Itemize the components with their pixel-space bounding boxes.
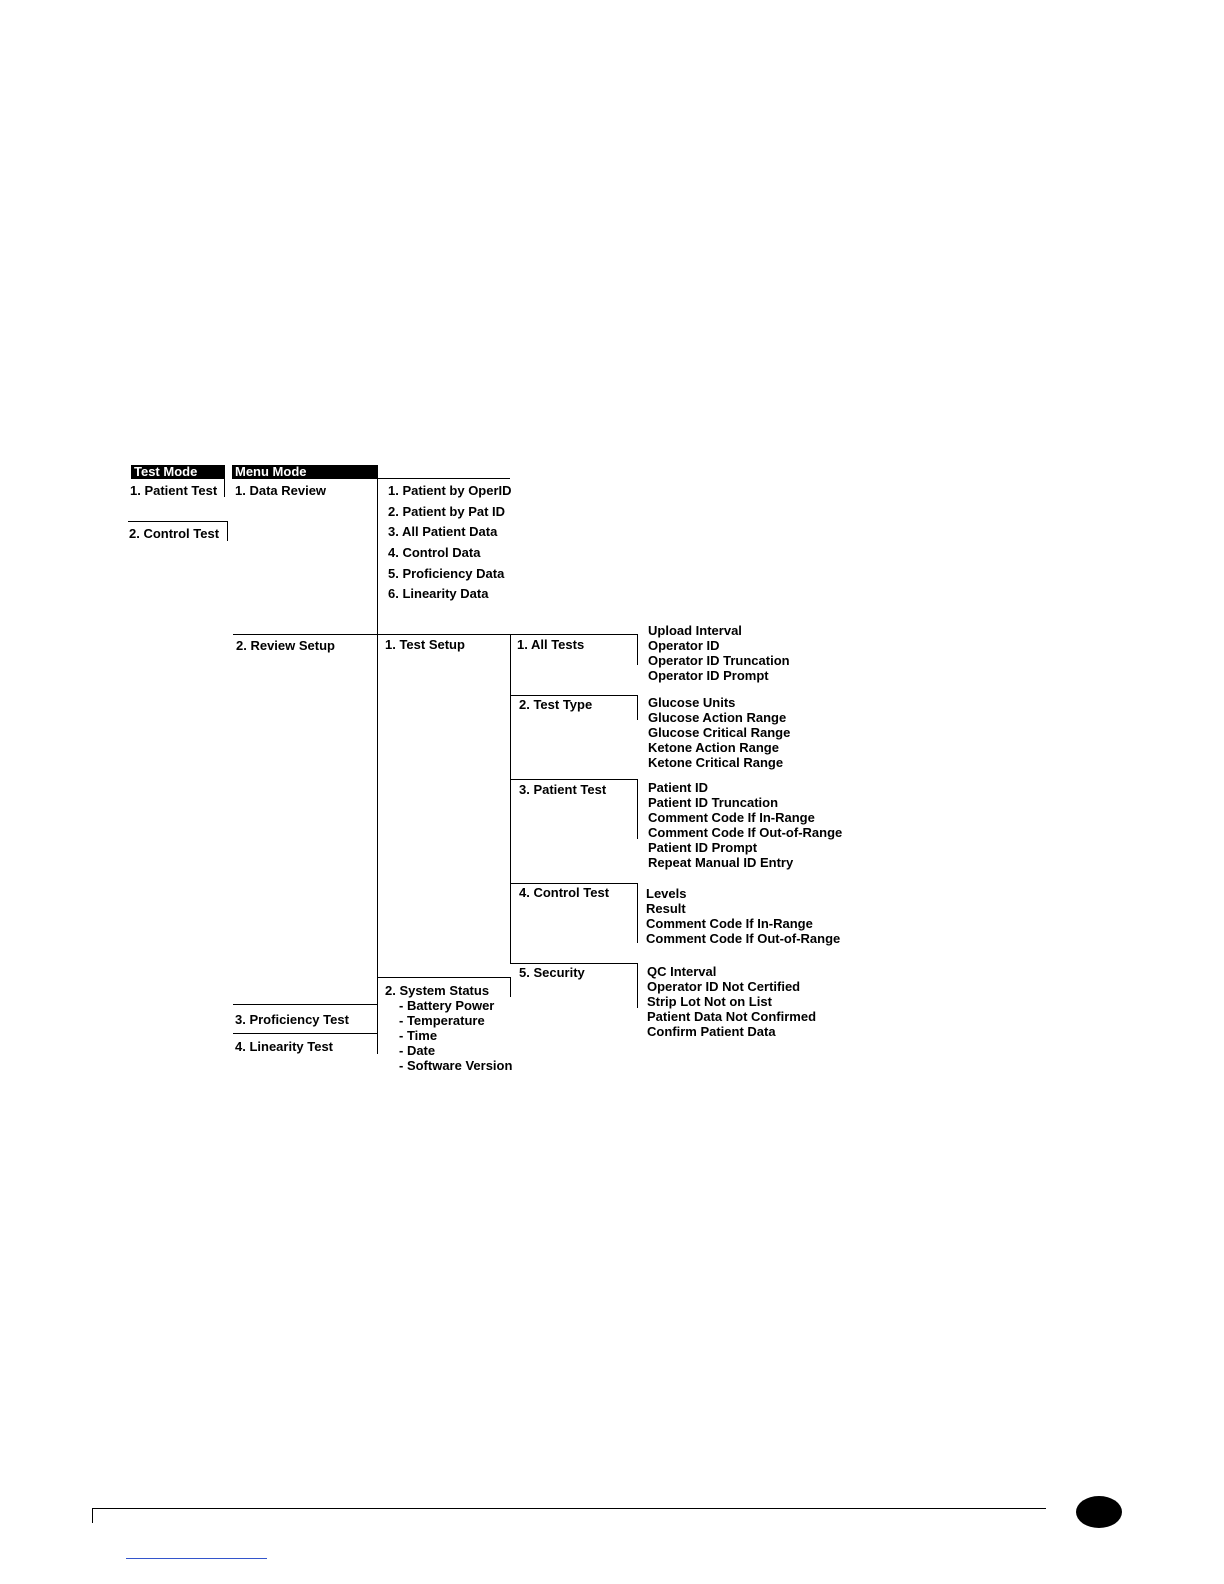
setting-option: Operator ID Not Certified: [647, 979, 801, 994]
data-review-item: 6. Linearity Data: [388, 586, 489, 602]
setting-option: Repeat Manual ID Entry: [648, 855, 794, 870]
menu-spine: [377, 465, 378, 1054]
footer-link-underline[interactable]: [126, 1558, 267, 1559]
menu-divider: [233, 634, 378, 635]
system-status-connector: [510, 977, 511, 997]
menu-divider: [233, 1004, 378, 1005]
setting-option: Operator ID Truncation: [648, 653, 790, 668]
data-review-item: 3. All Patient Data: [388, 524, 498, 540]
menu-divider: [233, 1033, 378, 1034]
group-top-line: [511, 963, 638, 964]
group-all-tests: 1. All Tests: [517, 637, 585, 652]
group-top-line: [511, 634, 638, 635]
group-top-line: [511, 779, 638, 780]
menu-data-review: 1. Data Review: [235, 483, 327, 498]
group-connector: [637, 963, 638, 1008]
test-mode-header: Test Mode: [131, 465, 225, 479]
setting-option: QC Interval: [647, 964, 717, 979]
setting-option: Glucose Units: [648, 695, 736, 710]
group-connector: [637, 634, 638, 665]
system-status-item: - Date: [399, 1043, 436, 1058]
group-connector: [637, 779, 638, 839]
group-all-tests-options: [648, 623, 790, 683]
data-review-item: 1. Patient by OperID: [388, 483, 512, 498]
setting-option: Glucose Critical Range: [648, 725, 791, 740]
test-mode-patient-test: 1. Patient Test: [130, 483, 218, 498]
setting-option: Operator ID: [648, 638, 720, 653]
data-review-list: [388, 483, 512, 601]
group-control-test-options: [646, 886, 840, 946]
setting-option: Glucose Action Range: [648, 710, 787, 725]
group-top-line: [511, 883, 638, 884]
setting-option: Comment Code If Out-of-Range: [648, 825, 843, 840]
group-test-type: 2. Test Type: [519, 697, 593, 712]
menu-mode-header: Menu Mode: [232, 465, 378, 479]
system-status-top-line: [378, 977, 511, 978]
data-review-item: 5. Proficiency Data: [388, 565, 505, 581]
group-test-type-options: [648, 695, 790, 770]
setting-option: Result: [646, 901, 686, 916]
system-status-list: [399, 998, 512, 1073]
menu-proficiency-test: 3. Proficiency Test: [235, 1012, 349, 1027]
page-number-badge: [1076, 1496, 1122, 1528]
setting-option: Operator ID Prompt: [648, 668, 769, 683]
setting-option: Levels: [646, 886, 687, 901]
setting-option: Comment Code If In-Range: [648, 810, 815, 825]
setting-option: Ketone Action Range: [648, 740, 779, 755]
menu-linearity-test: 4. Linearity Test: [235, 1039, 334, 1054]
setting-option: Upload Interval: [648, 623, 742, 638]
group-security-options: [647, 964, 816, 1039]
setting-option: Ketone Critical Range: [648, 755, 784, 770]
test-setup-label: 1. Test Setup: [385, 637, 465, 652]
review-setup-top-line: [378, 634, 510, 635]
menu-review-setup: 2. Review Setup: [236, 638, 335, 653]
setting-option: Patient ID Truncation: [648, 795, 779, 810]
setting-option: Patient Data Not Confirmed: [647, 1009, 817, 1024]
group-connector: [637, 883, 638, 943]
setting-option: Comment Code If In-Range: [646, 916, 813, 931]
footer-rule: [92, 1508, 1046, 1509]
footer-rule-tick: [92, 1508, 93, 1523]
group-patient-test: 3. Patient Test: [519, 782, 607, 797]
group-connector: [637, 695, 638, 720]
test-mode-control-test: 2. Control Test: [129, 526, 220, 541]
test-setup-spine: [510, 634, 511, 964]
setting-option: Patient ID Prompt: [648, 840, 758, 855]
system-status-item: - Time: [399, 1028, 438, 1043]
group-patient-test-options: [648, 780, 842, 870]
data-review-top-line: [378, 478, 510, 479]
system-status-label: 2. System Status: [385, 983, 490, 998]
group-security: 5. Security: [519, 965, 585, 980]
group-control-test: 4. Control Test: [519, 885, 610, 900]
setting-option: Strip Lot Not on List: [647, 994, 772, 1009]
data-review-item: 2. Patient by Pat ID: [388, 503, 506, 519]
test-mode-connector: [224, 479, 225, 497]
setting-option: Patient ID: [648, 780, 708, 795]
test-mode-divider: [128, 521, 228, 522]
data-review-item: 4. Control Data: [388, 545, 481, 561]
system-status-item: - Temperature: [399, 1013, 485, 1028]
setting-option: Comment Code If Out-of-Range: [646, 931, 841, 946]
system-status-item: - Battery Power: [399, 998, 495, 1013]
setting-option: Confirm Patient Data: [647, 1024, 776, 1039]
group-top-line: [511, 695, 638, 696]
system-status-item: - Software Version: [399, 1058, 513, 1073]
test-mode-connector: [227, 521, 228, 541]
